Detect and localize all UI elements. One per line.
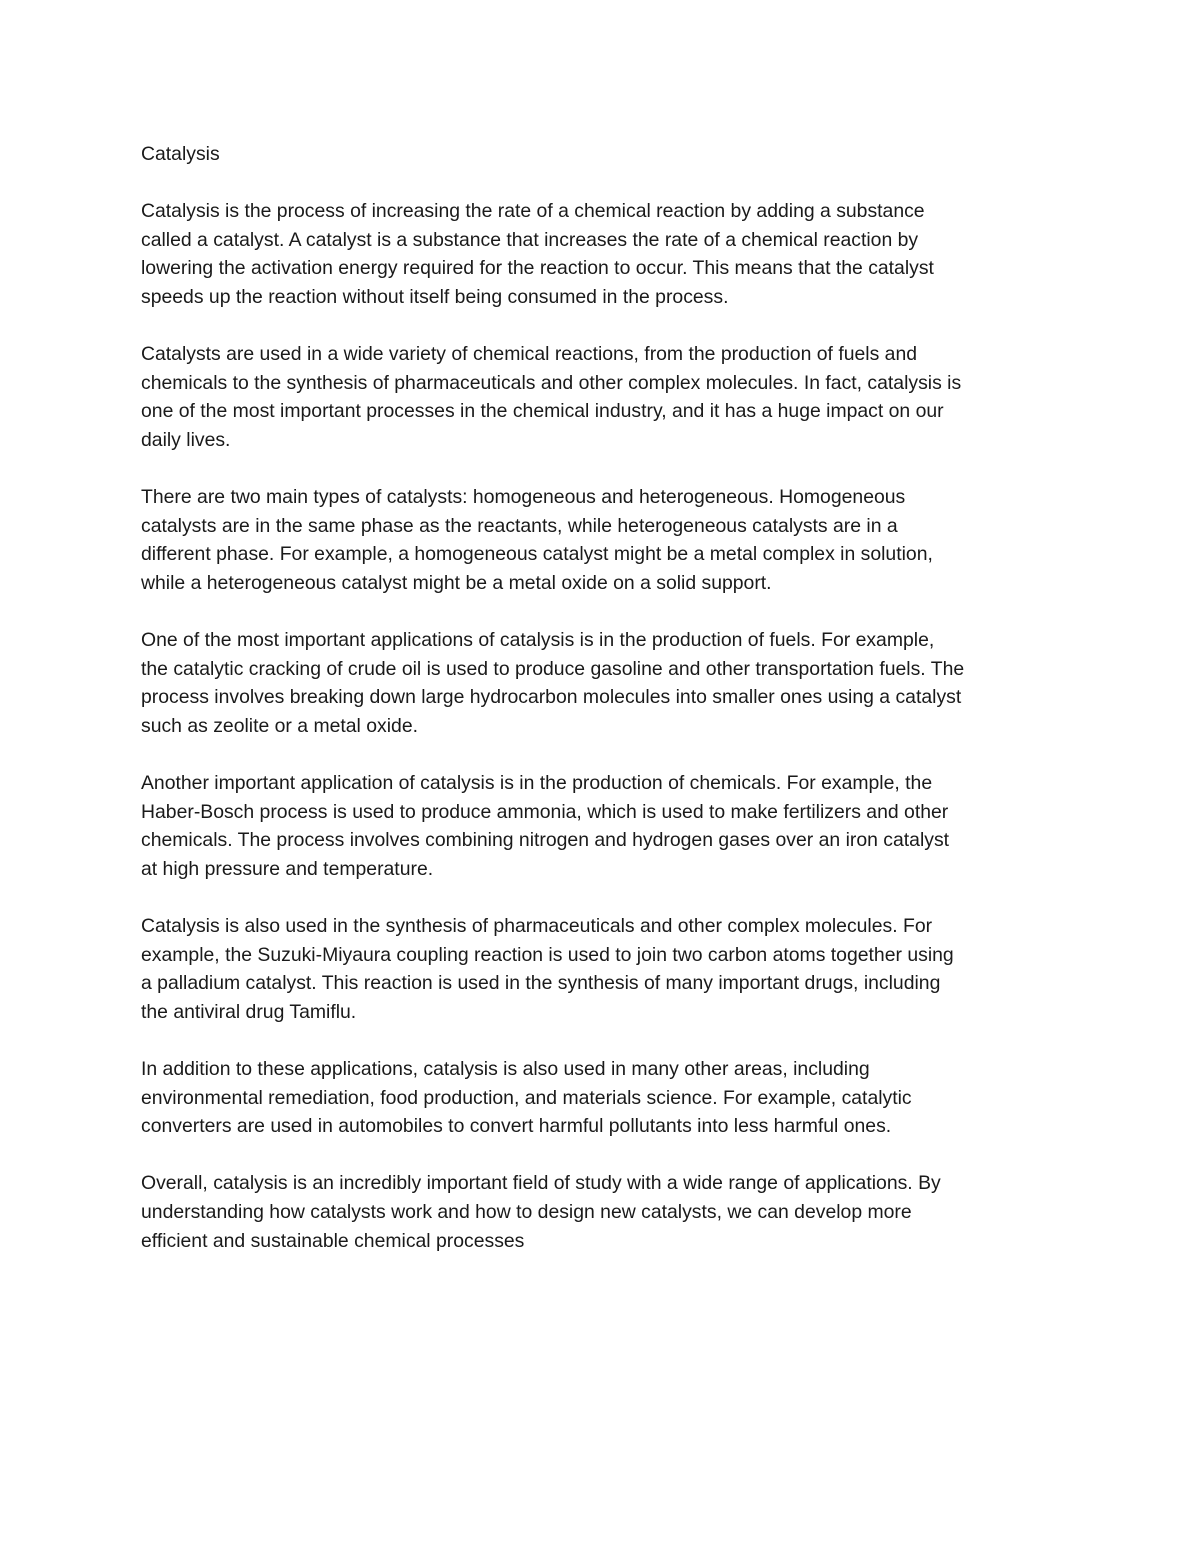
paragraph-1	[141, 197, 1066, 311]
text-line: such as zeolite or a metal oxide.	[141, 714, 418, 737]
text-line: process involves breaking down large hydrocarbon molecules into smaller ones using a catalyst	[141, 686, 962, 709]
text-line: Catalysis is also used in the synthesis of pharmaceuticals and other complex molecules. For	[141, 915, 933, 938]
text-line: Catalysts are used in a wide variety of chemical reactions, from the production of fuels and	[141, 343, 918, 366]
text-line: efficient and sustainable chemical processes	[141, 1229, 525, 1252]
paragraph-7	[141, 1055, 1066, 1141]
text-line: called a catalyst. A catalyst is a substance that increases the rate of a chemical reaction by	[141, 228, 919, 251]
text-line: while a heterogeneous catalyst might be a metal oxide on a solid support.	[141, 571, 772, 594]
paragraph-6	[141, 912, 1066, 1026]
text-line: One of the most important applications of catalysis is in the production of fuels. For example,	[141, 629, 935, 652]
text-line: In addition to these applications, catalysis is also used in many other areas, including	[141, 1058, 870, 1080]
text-line: Haber-Bosch process is used to produce ammonia, which is used to make fertilizers and other	[141, 800, 949, 823]
document-body	[141, 140, 1066, 1284]
text-line: understanding how catalysts work and how to design new catalysts, we can develop more	[141, 1200, 912, 1223]
paragraph-5	[141, 769, 1066, 883]
paragraph-4	[141, 626, 1066, 740]
text-line: example, the Suzuki-Miyaura coupling reaction is used to join two carbon atoms together using	[141, 943, 954, 966]
text-line: There are two main types of catalysts: homogeneous and heterogeneous. Homogeneous	[141, 486, 906, 509]
text-line: chemicals to the synthesis of pharmaceuticals and other complex molecules. In fact, catalysis is	[141, 371, 962, 394]
text-line: Catalysis is the process of increasing the rate of a chemical reaction by adding a substance	[141, 200, 925, 223]
text-line: a palladium catalyst. This reaction is used in the synthesis of many important drugs, including	[141, 972, 941, 995]
text-line: catalysts are in the same phase as the reactants, while heterogeneous catalysts are in a	[141, 514, 898, 537]
text-line: daily lives.	[141, 428, 231, 451]
text-line: Another important application of catalysis is in the production of chemicals. For example, the	[141, 772, 933, 795]
text-line: chemicals. The process involves combining nitrogen and hydrogen gases over an iron catalyst	[141, 829, 950, 852]
text-line: environmental remediation, food production, and materials science. For example, catalytic	[141, 1086, 912, 1109]
paragraph-8	[141, 1169, 1066, 1255]
text-line: speeds up the reaction without itself being consumed in the process.	[141, 285, 729, 308]
text-line: lowering the activation energy required for the reaction to occur. This means that the catalyst	[141, 257, 934, 280]
paragraph-3	[141, 483, 1066, 597]
text-line: the antiviral drug Tamiflu.	[141, 1000, 357, 1023]
text-line: different phase. For example, a homogeneous catalyst might be a metal complex in solution,	[141, 543, 933, 566]
text-line: converters are used in automobiles to convert harmful pollutants into less harmful ones.	[141, 1115, 892, 1138]
text-line: at high pressure and temperature.	[141, 857, 434, 880]
text-line: Overall, catalysis is an incredibly important field of study with a wide range of applications. By	[141, 1172, 941, 1195]
text-line: the catalytic cracking of crude oil is used to produce gasoline and other transportation fuels. The	[141, 657, 965, 680]
paragraph-2	[141, 340, 1066, 454]
text-line: one of the most important processes in the chemical industry, and it has a huge impact on our	[141, 400, 944, 423]
document-title: Catalysis	[141, 143, 220, 165]
